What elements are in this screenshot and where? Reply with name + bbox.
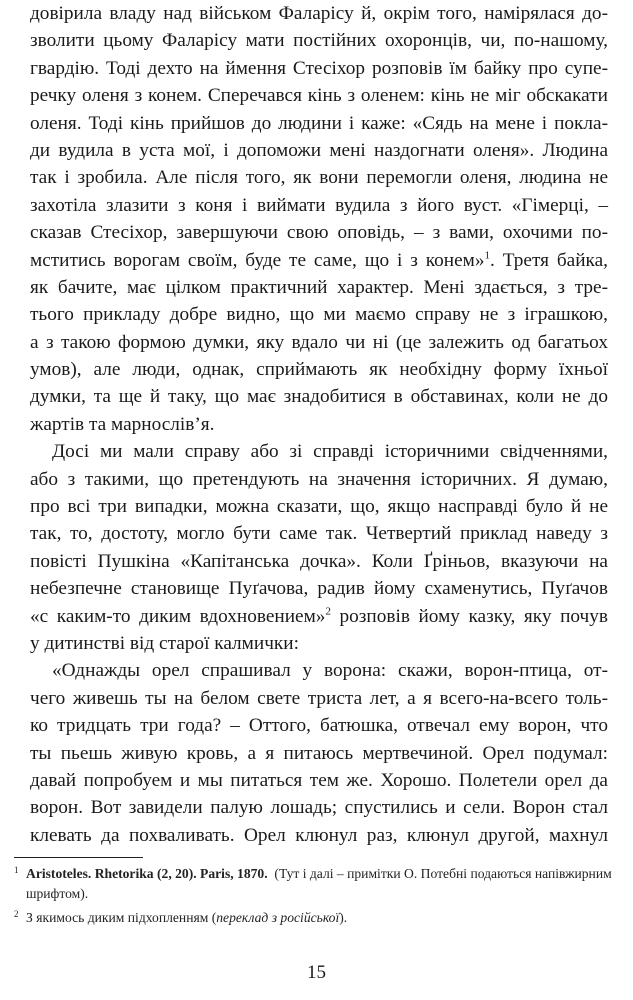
text-line: або з такими, що претендують на значення історичних. Я думаю, xyxy=(30,468,608,490)
text-segment: . Третя байка, xyxy=(490,249,608,271)
page-number: 15 xyxy=(307,962,326,983)
footnote-text-end: ). xyxy=(339,910,348,925)
text-line: гвардію. Тоді дехто на ймення Стесіхор розповів їм байку про супе- xyxy=(30,57,608,79)
footnote-text: З якимось диким підхопленням ( xyxy=(26,910,217,925)
text-line: у дитинстві від старої калмички: xyxy=(30,632,299,654)
text-line: тього прикладу добре видно, що ми маємо справу не з іграшкою, xyxy=(30,304,608,326)
text-line: як бачите, має цілком практичний характер. Мені здається, з тре- xyxy=(30,276,608,298)
text-line: довірила владу над військом Фаларісу й, окрім того, намірялася до- xyxy=(30,3,608,24)
text-line: ди вудила в уста мої, і допоможи мені наздогнати оленя». Людина xyxy=(30,139,608,161)
text-line: клевать да похваливать. Орел клюнул раз, клюнул другой, махнул xyxy=(30,824,608,846)
text-line: ко тридцать три года? – Оттого, батюшка, отвечал ему ворон, что xyxy=(30,715,608,737)
text-line: повісті Пушкіна «Капітанська дочка». Коли Ґріньов, вказуючи на xyxy=(30,550,608,572)
text-line: ты пьешь живую кровь, а я питаюсь мертвечиной. Орел подумал: xyxy=(30,742,608,764)
text-line xyxy=(30,247,608,274)
text-line: чего живешь ты на белом свете триста лет, а я всего-на-всего толь- xyxy=(30,687,608,709)
text-segment: «с каким-то диким вдохновением» xyxy=(30,605,326,627)
text-line: речку оленя з конем. Сперечався кінь з оленем: кінь не міг обскакати xyxy=(30,85,608,107)
footnote-2 xyxy=(14,908,614,928)
text-line: «Однажды орел спрашивал у ворона: скажи, ворон-птица, от- xyxy=(52,660,608,682)
text-line: небезпечне становище Пуґачова, радив йому схаменутись, Пуґачов xyxy=(30,578,608,600)
text-line: про всі три випадки, можна сказати, що, якщо насправді було й не xyxy=(30,496,608,518)
footnote-reference[interactable]: 1 xyxy=(484,249,491,262)
text-segment: розповів йому казку, яку почув xyxy=(330,605,608,627)
footnote-divider xyxy=(14,857,143,858)
body-text xyxy=(30,0,608,849)
text-line: ворон. Вот завидели палую лошадь; спустились и сели. Ворон стал xyxy=(30,797,608,819)
text-line xyxy=(30,603,608,630)
text-line: а з такою формою думки, яку вдало чи ні (це залежить од багатьох xyxy=(30,331,608,353)
text-line: давай попробуем и мы питаться тем же. Хорошо. Полетели орел да xyxy=(30,769,608,791)
footnote-reference[interactable]: 2 xyxy=(325,605,331,618)
text-line: оленя. Тоді кінь прийшов до людини і каже: «Сядь на мене і покла- xyxy=(30,112,608,134)
text-segment: мститись ворогам своїм, буде те саме, що і з конем» xyxy=(30,249,485,271)
footnote-text: (Тут і далі – примітки О. Потебні подаються напівжирним шрифтом). xyxy=(26,866,616,901)
footnotes xyxy=(14,864,614,932)
paragraph xyxy=(30,438,608,657)
footnote-1 xyxy=(14,864,614,904)
footnote-italic: переклад з російської xyxy=(216,910,340,925)
text-line: так, то, достоту, могло бути саме так. Четвертий приклад наведу з xyxy=(30,523,608,545)
text-line: жартів та марнослів’я. xyxy=(30,413,215,435)
text-line: сказав Стесіхор, завершуючи свою оповідь, – з вами, охочими по- xyxy=(30,222,608,244)
footnote-mark: 2 xyxy=(14,909,19,919)
footnote-mark: 1 xyxy=(14,865,19,875)
paragraph xyxy=(30,657,608,849)
text-line: умов), але люди, однак, сприймають як необхідну форму їхньої xyxy=(30,359,608,381)
paragraph xyxy=(30,0,608,438)
text-line: так і зробила. Але після того, як вони перемогли оленя, людина не xyxy=(30,167,608,189)
text-line: захотіла злазити з коня і виймати вудила з його вуст. «Гімерці, – xyxy=(30,194,608,216)
text-line: Досі ми мали справу або зі справді історичними свідченнями, xyxy=(52,441,608,463)
footnote-citation: Aristoteles. Rhetorika (2, 20). Paris, 1870. xyxy=(26,866,268,881)
text-line: зволити цьому Фаларісу мати постійних охоронців, чи, по-нашому, xyxy=(30,30,608,52)
text-line: думки, та ще й таку, що має знадобитися в обставинах, коли не до xyxy=(30,386,608,408)
